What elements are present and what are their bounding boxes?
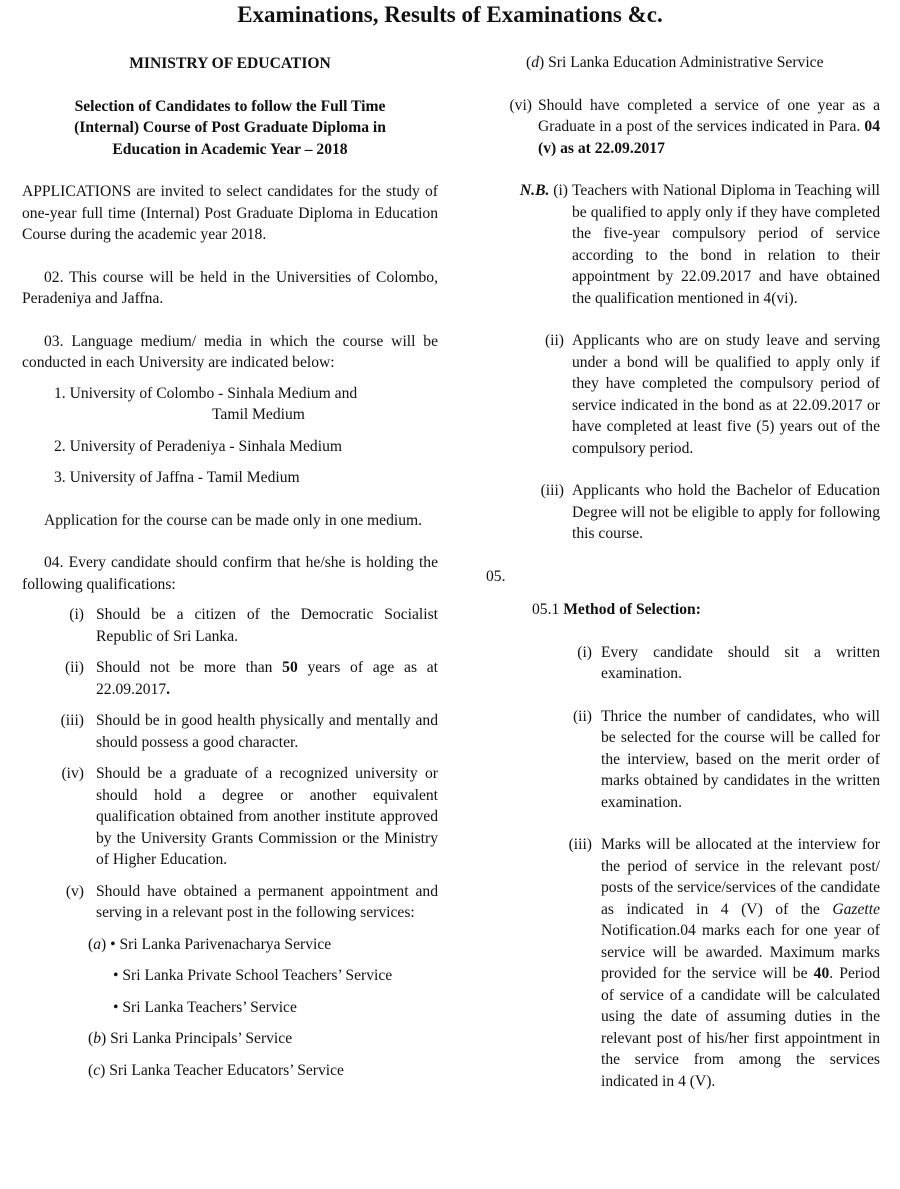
nb-item: (iii) Applicants who hold the Bachelor of Education Degree will not be eligible to apply for following this course. xyxy=(540,482,880,542)
qualification-item: (iv) Should be a graduate of a recognized university or should hold a degree or another equivalent qualification obtained from another institute approved by the University Grants Commission or the Ministry of Higher Education. xyxy=(61,765,438,868)
paragraph-03: 03. Language medium/ media in which the course will be conducted in each University are indicated below: xyxy=(22,332,438,371)
qualification-item: (v) Should have obtained a permanent appointment and serving in a relevant post in the following services: xyxy=(65,882,438,921)
list-item: 3. University of Jaffna - Tamil Medium xyxy=(54,469,300,486)
method-item: (ii) Thrice the number of candidates, who will be selected for the course will be called for the interview, based on the merit order of marks obtained by candidates in the written examination. xyxy=(572,707,880,811)
service-c: (c) Sri Lanka Teacher Educators’ Service xyxy=(88,1061,344,1079)
service-a-item: • Sri Lanka Teachers’ Service xyxy=(113,998,297,1016)
qualification-item: (ii) Should not be more than 50 years of age as at 22.09.2017. xyxy=(64,659,438,698)
method-item: (iii) Marks will be allocated at the interview for the period of service in the relevant post/ posts of the service/services of the candidate as indicated in 4 (V) of the Gazette Notification.04 marks each for one year of service will be awarded. Maximum marks provided for the service will be 40. Period of service of a candidate will be calculated using the date of assuming duties in the relevant post of his/her first appointment in the service from among the services indicated in 4 (V). xyxy=(568,836,880,1090)
service-a: (a) • Sri Lanka Parivenacharya Service xyxy=(88,935,332,953)
method-item: (i) Every candidate should sit a written examination. xyxy=(577,643,880,682)
list-item: 1. University of Colombo - Sinhala Medium and xyxy=(54,384,358,402)
list-item: 2. University of Peradeniya - Sinhala Medium xyxy=(54,437,342,455)
left-column xyxy=(22,50,438,1081)
notice-heading: Selection of Candidates to follow the Full Time (Internal) Course of Post Graduate Diploma in Education in Academic Year – 2018 xyxy=(74,97,386,158)
service-a-item: • Sri Lanka Private School Teachers’ Service xyxy=(113,967,393,984)
nb-item: (ii) Applicants who are on study leave and serving under a bond will be qualified to apply only if they have completed the compulsory period of service indicated in the bond as at 22.09.2017 or have completed at least five (5) years out of the compulsory period. xyxy=(544,332,880,457)
service-b: (b) Sri Lanka Principals’ Service xyxy=(88,1030,293,1047)
qualification-item: (i) Should be a citizen of the Democratic Socialist Republic of Sri Lanka. xyxy=(69,606,438,645)
service-d: (d) Sri Lanka Education Administrative Service xyxy=(526,54,824,71)
section-05: 05. xyxy=(486,567,506,585)
page-title: Examinations, Results of Examinations &c. xyxy=(237,2,663,27)
paragraph-02: 02. This course will be held in the Universities of Colombo, Peradeniya and Jaffna. xyxy=(22,268,438,307)
qualification-item: (iii) Should be in good health physically and mentally and should possess a good character. xyxy=(60,712,438,751)
list-item: Tamil Medium xyxy=(212,406,305,423)
university-list xyxy=(22,383,438,489)
application-note: Application for the course can be made only in one medium. xyxy=(44,511,423,529)
intro-paragraph: APPLICATIONS are invited to select candidates for the study of one-year full time (Internal) Post Graduate Diploma in Education Course during the academic year 2018. xyxy=(22,183,438,243)
ministry-heading: MINISTRY OF EDUCATION xyxy=(129,55,331,72)
qualification-item: (vi) Should have completed a service of one year as a Graduate in a post of the services indicated in Para. 04 (v) as at 22.09.2017 xyxy=(509,96,880,157)
right-column xyxy=(486,50,880,1092)
paragraph-04: 04. Every candidate should confirm that he/she is holding the following qualifications: xyxy=(22,554,438,593)
nb-item: N.B. (i) Teachers with National Diploma in Teaching will be qualified to apply only if they have completed the five-year compulsory period of service according to the bond in relation to their appointment by 22.09.2017 and have obtained the qualification mentioned in 4(vi). xyxy=(519,182,880,307)
section-05-1: 05.1 Method of Selection: xyxy=(532,601,701,618)
